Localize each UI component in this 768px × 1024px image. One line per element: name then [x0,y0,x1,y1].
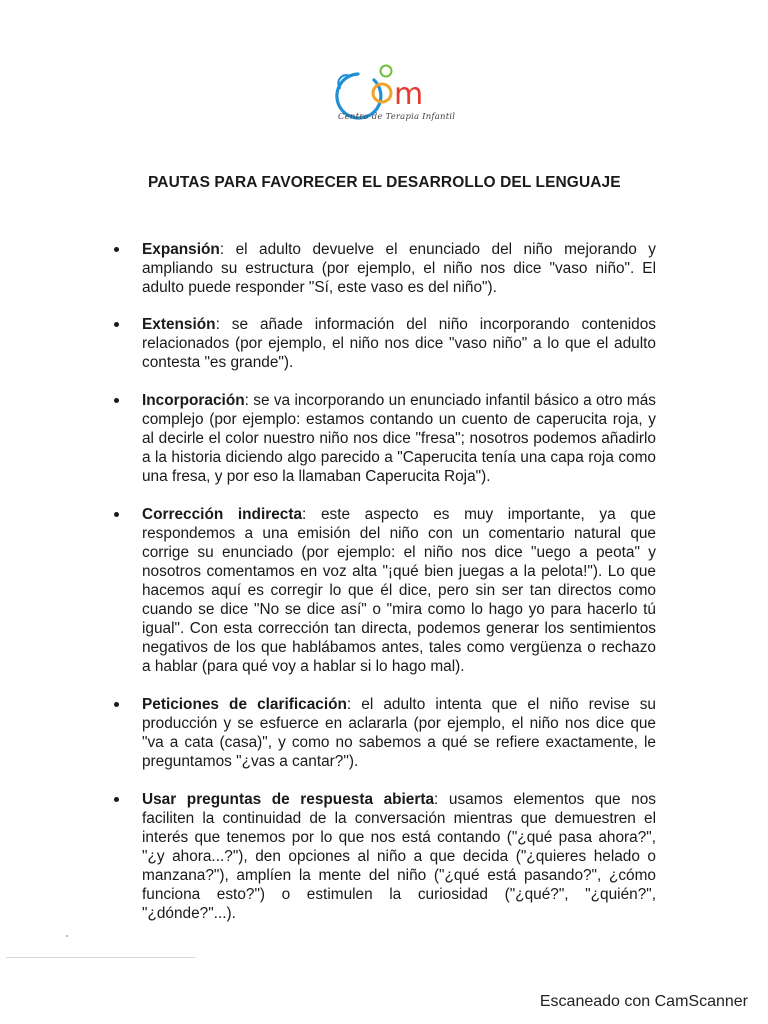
item-separator: : [346,696,352,713]
scan-artifact-line [6,957,196,958]
item-text [142,505,656,676]
document-title: PAUTAS PARA FAVORECER EL DESARROLLO DEL LENGUAJE [148,174,621,191]
logo-wordmark: m [394,77,424,112]
item-term: Corrección indirecta [142,506,303,523]
list-item-extension [114,315,656,372]
item-text [142,315,656,372]
item-separator: : [302,506,307,523]
scan-artifact [66,935,68,937]
item-term: Peticiones de clarificación [142,696,347,713]
item-separator: : [244,392,249,409]
item-term: Extensión [142,316,216,333]
item-separator: : [215,316,220,333]
list-item-expansion [114,240,656,297]
item-text [142,790,656,923]
guidelines-list [114,240,656,923]
bullet-icon [114,797,119,802]
item-body: este aspecto es muy importante, ya que respondemos a una emisión del niño con un comentario natural que corrige su enunciado (por ejemplo: el niño nos dice "uego a peota" y nosotros comentamos en voz alta "¡qué bien juegas a la pelota!"). Lo que hacemos aquí es corregir lo que él dice, pero sin ser tan directos como cuando se dice "No se dice así" o "mira como lo hago yo para hacerlo tú igual". Con esta corrección tan directa, podemos generar los sentimientos negativos de los que hablábamos antes, tales como vergüenza o rechazo a hablar (para qué voy a hablar si lo hago mal). [142,506,656,675]
list-item-indirect-correction [114,505,656,676]
item-body: se añade información del niño incorporando contenidos relacionados (por ejemplo, el niño nos dice "vaso niño" a lo que el adulto contesta "es grande"). [142,316,656,371]
item-term: Usar preguntas de respuesta abierta [142,791,435,808]
bullet-icon [114,398,119,403]
bullet-icon [114,247,119,252]
item-body: usamos elementos que nos faciliten la continuidad de la conversación mientras que demuestren el interés que tenemos por lo que nos está contando ("¿qué pasa ahora?", "¿y ahora...?"), den opciones al niño a que decida ("¿quieres helado o manzana?"), amplíen la mente del niño ("¿qué está pasando?", ¿cómo funciona esto?") o estimulen la curiosidad ("¿qué?", "¿quién?", "¿dónde?"...). [142,791,656,922]
item-body: el adulto devuelve el enunciado del niño mejorando y ampliando su estructura (por ejemplo, el niño nos dice "vaso niño". El adulto puede responder "Sí, este vaso es del niño"). [142,241,656,296]
bullet-icon [114,702,119,707]
item-text [142,240,656,297]
item-body: se va incorporando un enunciado infantil básico a otro más complejo (por ejemplo: estamos contando un cuento de caperucita roja, y al decirle el color nuestro niño nos dice "fresa"; nosotros podemos añadirlo a la historia diciendo algo parecido a "Caperucita tenía una capa roja como una fresa, y por eso la llamaban Caperucita Roja"). [142,392,656,485]
bullet-icon [114,322,119,327]
list-item-clarification-requests [114,695,656,771]
list-item-open-questions [114,790,656,923]
item-text [142,391,656,486]
item-separator: : [219,241,225,258]
logo-tagline: Centro de Terapia Infantil [338,112,456,122]
camscanner-watermark: Escaneado con CamScanner [539,993,748,1010]
item-separator: : [434,791,439,808]
item-term: Incorporación [142,392,245,409]
item-body: el adulto intenta que el niño revise su producción y se esfuerce en aclararla (por ejemplo, el niño nos dice que "va a cata (casa)", y como no sabemos a qué se refiere exactamente, le preguntamos "¿vas a cantar?"). [142,696,656,770]
item-text [142,695,656,771]
item-term: Expansión [142,241,220,258]
list-item-incorporation [114,391,656,486]
bullet-icon [114,512,119,517]
